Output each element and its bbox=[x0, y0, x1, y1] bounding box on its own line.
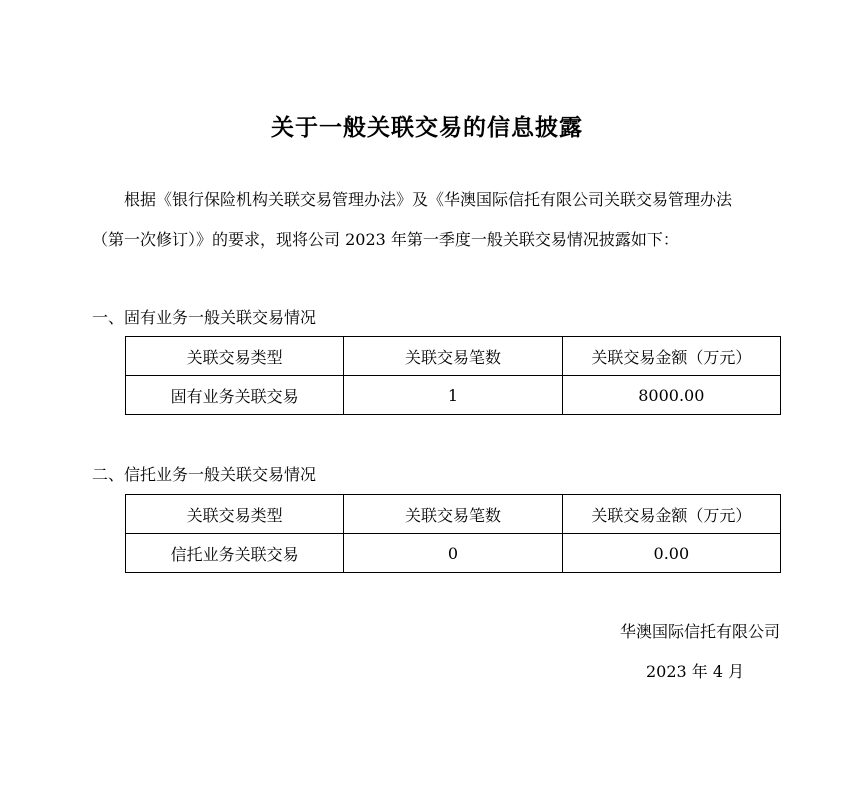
table-row bbox=[126, 376, 781, 415]
document-title: 关于一般关联交易的信息披露 bbox=[271, 115, 583, 141]
signature-date: 2023 年 4 月 bbox=[646, 662, 745, 681]
cell-type: 信托业务关联交易 bbox=[126, 534, 344, 573]
cell-count: 1 bbox=[344, 376, 562, 415]
cell-amount: 8000.00 bbox=[562, 376, 780, 415]
section-heading-proprietary: 一、固有业务一般关联交易情况 bbox=[92, 308, 317, 327]
signature-company: 华澳国际信托有限公司 bbox=[619, 622, 780, 641]
header-cell-amount: 关联交易金额（万元） bbox=[562, 337, 780, 376]
header-cell-count: 关联交易笔数 bbox=[344, 495, 562, 534]
header-cell-count: 关联交易笔数 bbox=[344, 337, 562, 376]
table-row bbox=[126, 534, 781, 573]
header-cell-amount: 关联交易金额（万元） bbox=[562, 495, 780, 534]
intro-paragraph-line-1: 根据《银行保险机构关联交易管理办法》及《华澳国际信托有限公司关联交易管理办法 bbox=[124, 190, 733, 209]
cell-count: 0 bbox=[344, 534, 562, 573]
header-cell-type: 关联交易类型 bbox=[126, 495, 344, 534]
table-header-row bbox=[126, 495, 781, 534]
proprietary-transactions-table bbox=[125, 336, 781, 415]
header-cell-type: 关联交易类型 bbox=[126, 337, 344, 376]
section-heading-trust: 二、信托业务一般关联交易情况 bbox=[92, 465, 317, 484]
cell-amount: 0.00 bbox=[562, 534, 780, 573]
intro-paragraph-line-2: （第一次修订）》的要求，现将公司 2023 年第一季度一般关联交易情况披露如下： bbox=[92, 230, 679, 249]
table-header-row bbox=[126, 337, 781, 376]
trust-transactions-table bbox=[125, 494, 781, 573]
cell-type: 固有业务关联交易 bbox=[126, 376, 344, 415]
